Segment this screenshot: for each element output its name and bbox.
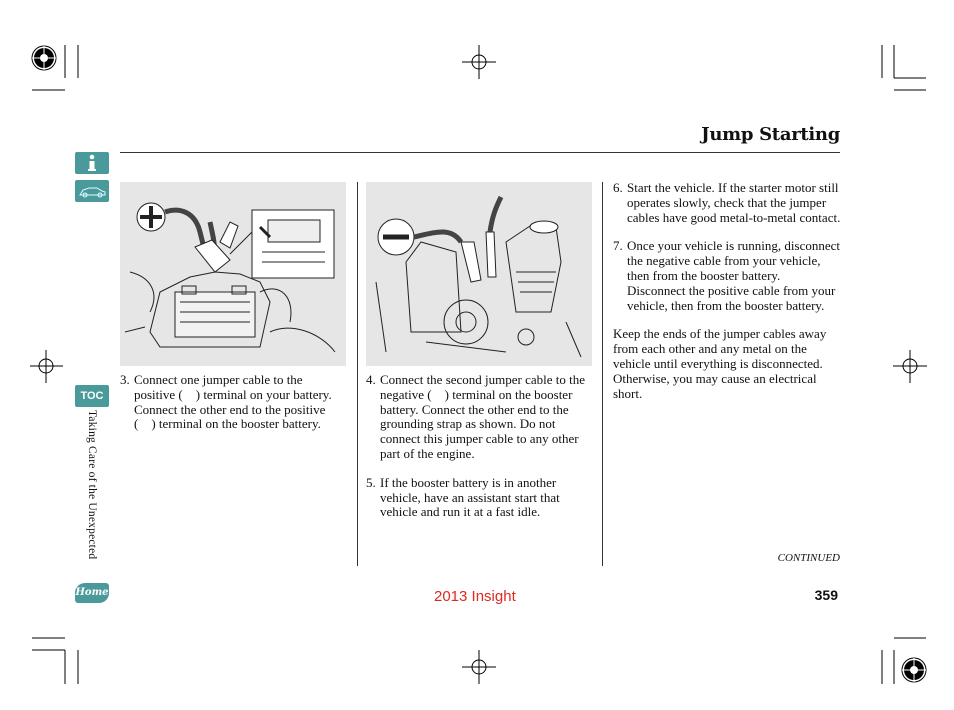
car-icon — [75, 180, 109, 202]
car-tab[interactable] — [75, 180, 109, 202]
step-6-number: 6. — [613, 180, 623, 195]
step-5-text: If the booster battery is in another vehicle, have an assistant start that vehicle and run it at a fast idle. — [380, 474, 560, 520]
short-circuit-note: Keep the ends of the jumper cables away from each other and any metal on the vehicle until everything is disconnected. Otherwise, you may cause an electrical short. — [613, 326, 827, 401]
battery-negative-illustration — [366, 182, 592, 366]
step-4-text: Connect the second jumper cable to the negative ( ) terminal on the booster battery. Connect the other end to the grounding strap as shown. Do not connect this jumper cable to any other part of the engine. — [380, 372, 586, 461]
toc-button[interactable] — [75, 385, 109, 407]
home-label: Home — [75, 587, 109, 598]
continued-label: CONTINUED — [777, 552, 840, 564]
step-3-number: 3. — [120, 372, 130, 387]
step-5-number: 5. — [366, 474, 376, 490]
page-number: 359 — [814, 587, 838, 603]
toc-label: TOC — [80, 390, 104, 402]
figure-positive-connection — [120, 182, 346, 366]
title-rule — [120, 152, 840, 153]
home-button[interactable] — [75, 583, 109, 603]
info-tab[interactable] — [75, 152, 109, 174]
battery-positive-illustration — [120, 182, 346, 366]
step-6-text: Start the vehicle. If the starter motor still operates slowly, check that the jumper cables have good metal-to-metal contact. — [627, 180, 841, 225]
step-7-text: Once your vehicle is running, disconnect the negative cable from your vehicle, then from the booster battery. Disconnect the positive cable from your vehicle, then from the booster battery. — [627, 238, 840, 313]
figure-negative-connection — [366, 182, 592, 366]
step-4 — [366, 373, 596, 462]
column-2-text — [366, 373, 596, 534]
step-3-text: Connect one jumper cable to the positive ( ) terminal on your battery. Connect the other end to the positive ( ) terminal on the booster battery. — [134, 372, 332, 432]
column-divider-2 — [602, 182, 603, 566]
step-7-number: 7. — [613, 238, 623, 254]
column-divider-1 — [357, 182, 358, 566]
column-3-text — [613, 181, 841, 401]
step-6 — [613, 181, 841, 225]
step-4-number: 4. — [366, 372, 376, 387]
step-5 — [366, 476, 596, 520]
step-7 — [613, 239, 841, 313]
info-icon — [75, 152, 109, 174]
column-1-text — [120, 373, 344, 446]
section-label: Taking Care of the Unexpected — [86, 410, 98, 560]
step-3 — [120, 373, 344, 432]
page-title: Jump Starting — [701, 124, 840, 145]
model-link[interactable]: 2013 Insight — [434, 588, 516, 605]
